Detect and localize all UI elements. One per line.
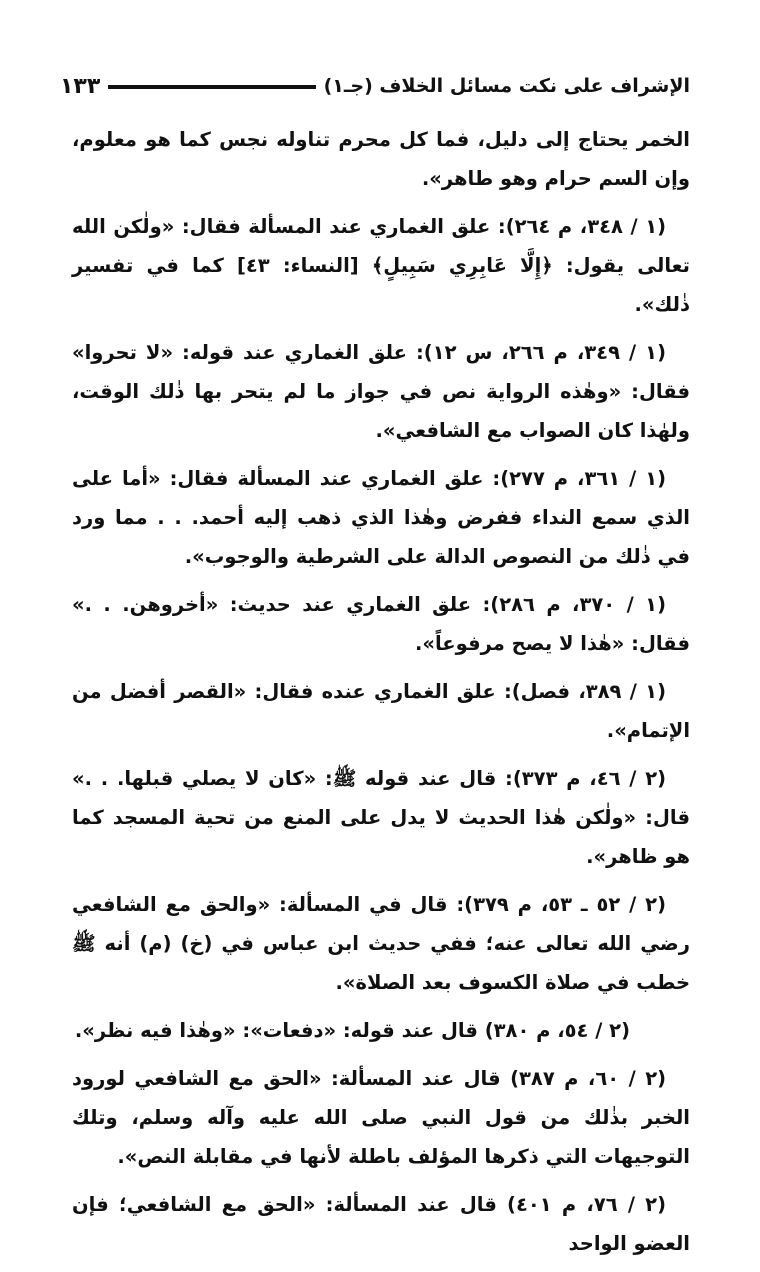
paragraph-note-1-349: (١ / ٣٤٩، م ٢٦٦، س ١٢): علق الغماري عند قوله: «لا تحروا» فقال: «وهٰذه الرواية نص في جواز ما لم يتحر بها ذٰلك الوقت، ولهٰذا كان الصواب مع الشافعي». [72, 341, 690, 442]
book-title: الإشراف على نكت مسائل الخلاف (جـ١) [323, 75, 690, 97]
paragraph-note-2-76: (٢ / ٧٦، م ٤٠١) قال عند المسألة: «الحق مع الشافعي؛ فإن العضو الواحد [72, 1193, 690, 1255]
paragraph-note-1-348: (١ / ٣٤٨، م ٢٦٤): علق الغماري عند المسألة فقال: «ولٰكن الله تعالى يقول: ﴿إِلَّا عَابِرِي سَبِيلٍ﴾ [النساء: ٤٣] كما في تفسير ذٰلك». [72, 215, 690, 316]
running-header [60, 68, 690, 104]
paragraph-note-2-46: (٢ / ٤٦، م ٣٧٣): قال عند قوله ﷺ: «كان لا يصلي قبلها. . .» قال: «ولٰكن هٰذا الحديث لا يدل على المنع من تحية المسجد كما هو ظاهر». [72, 767, 690, 868]
paragraph-note-2-52: (٢ / ٥٢ ـ ٥٣، م ٣٧٩): قال في المسألة: «والحق مع الشافعي رضي الله تعالى عنه؛ ففي حديث ابن عباس في (خ) (م) أنه ﷺ خطب في صلاة الكسوف بعد الصلاة». [72, 893, 690, 994]
page-number: ١٣٣ [60, 73, 101, 99]
paragraph-note-2-60: (٢ / ٦٠، م ٣٨٧) قال عند المسألة: «الحق مع الشافعي لورود الخبر بذٰلك من قول النبي صلى الله عليه وآله وسلم، وتلك التوجيهات التي ذكرها المؤلف باطلة لأنها في مقابلة النص». [72, 1067, 690, 1168]
page-body [72, 120, 690, 1272]
paragraph-continuation: الخمر يحتاج إلى دليل، فما كل محرم تناوله نجس كما هو معلوم، وإن السم حرام وهو طاهر». [72, 128, 690, 190]
header-rule [108, 85, 315, 89]
paragraph-note-1-370: (١ / ٣٧٠، م ٢٨٦): علق الغماري عند حديث: «أخروهن. . .» فقال: «هٰذا لا يصح مرفوعاً». [72, 593, 690, 655]
paragraph-note-1-361: (١ / ٣٦١، م ٢٧٧): علق الغماري عند المسألة فقال: «أما على الذي سمع النداء ففرض وهٰذا الذي ذهب إليه أحمد. . . مما ورد في ذٰلك من النصوص الدالة على الشرطية والوجوب». [72, 467, 690, 568]
paragraph-note-2-54: (٢ / ٥٤، م ٣٨٠) قال عند قوله: «دفعات»: «وهٰذا فيه نظر». [74, 1019, 630, 1042]
paragraph-note-1-389: (١ / ٣٨٩، فصل): علق الغماري عنده فقال: «القصر أفضل من الإتمام». [72, 680, 690, 742]
